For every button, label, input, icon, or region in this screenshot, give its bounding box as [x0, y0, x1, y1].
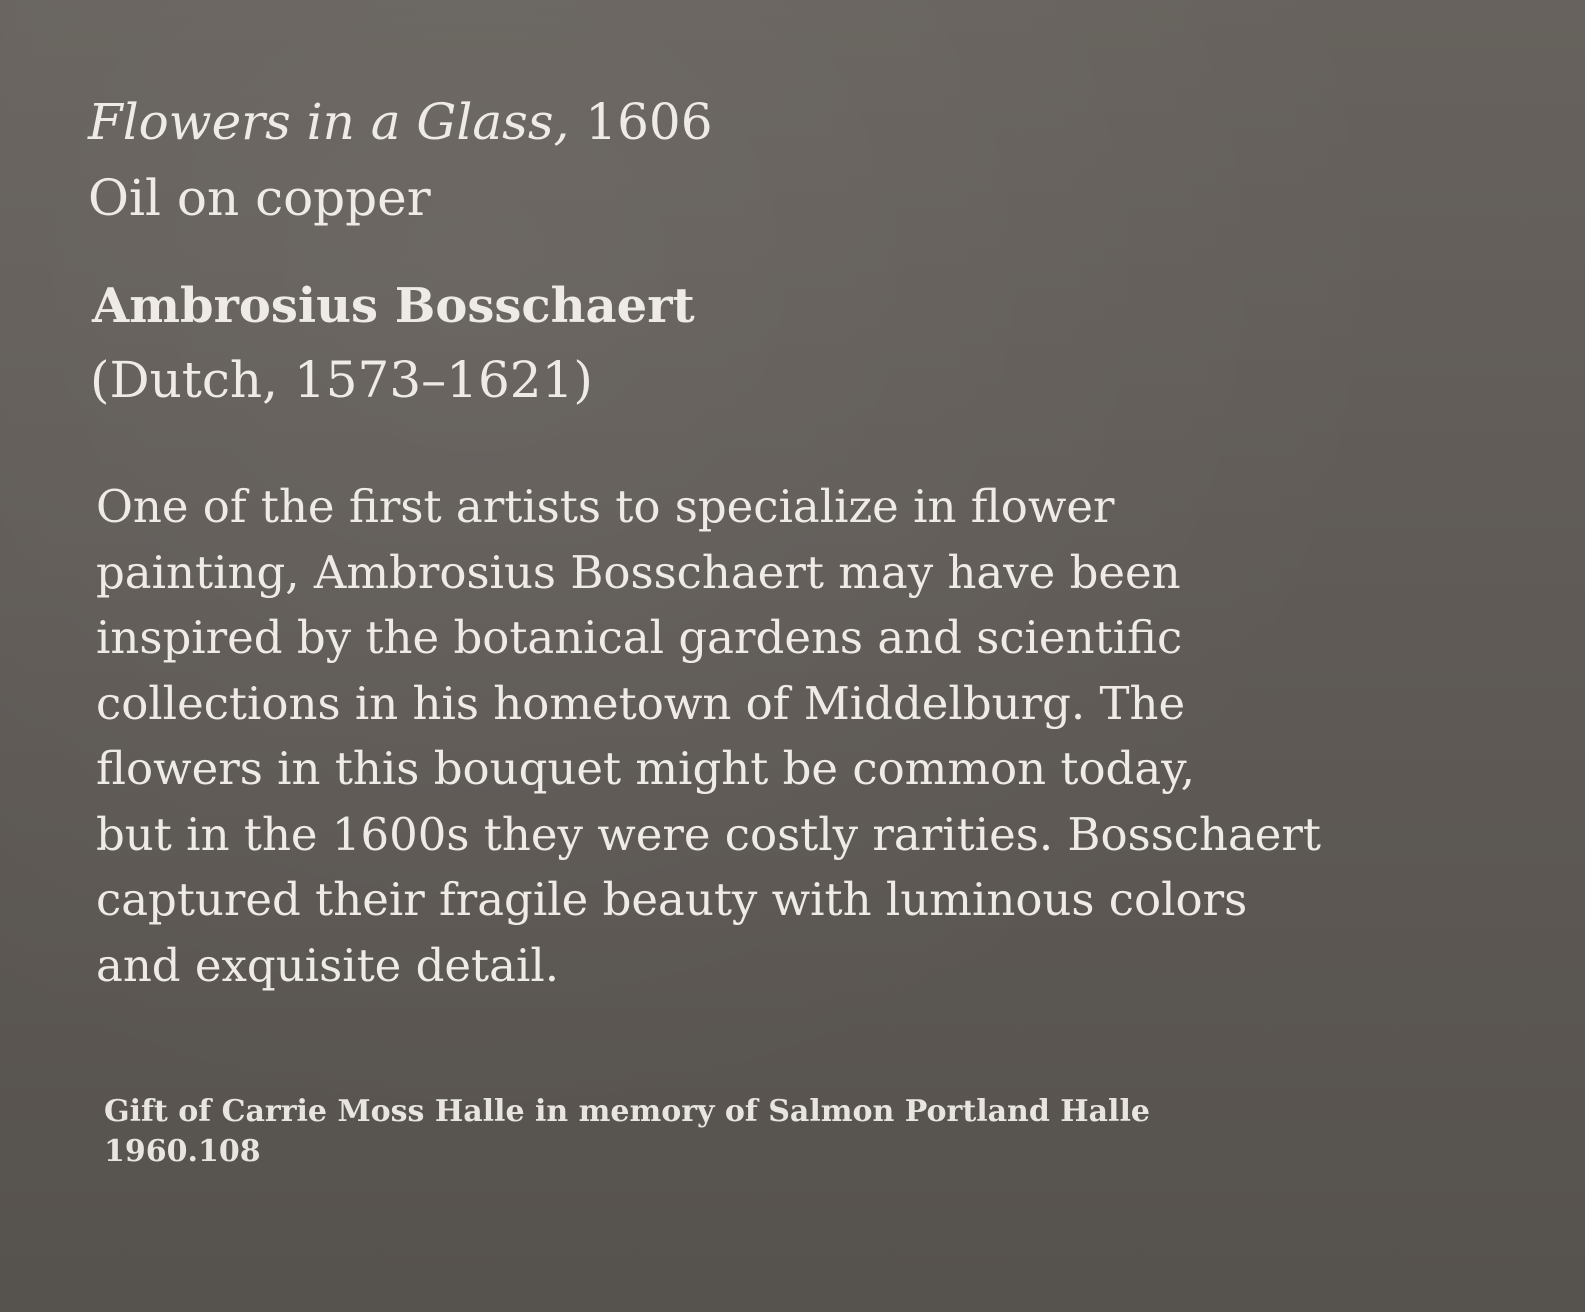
description-line: One of the first artists to specialize in flower — [96, 480, 1115, 533]
description-line: collections in his hometown of Middelburg. The — [96, 676, 1186, 730]
credit-block — [104, 1092, 1150, 1172]
description-line: but in the 1600s they were costly rarities. Bosschaert — [96, 807, 1322, 861]
description-line: captured their fragile beauty with luminous colors — [96, 873, 1248, 926]
credit-line: Gift of Carrie Moss Halle in memory of Salmon Portland Halle — [104, 1094, 1150, 1129]
artwork-medium: Oil on copper — [88, 169, 431, 227]
artwork-title-line — [88, 92, 713, 152]
artist-nationality-dates: (Dutch, 1573–1621) — [90, 351, 593, 409]
artwork-description — [96, 474, 1321, 998]
accession-number: 1960.108 — [104, 1134, 261, 1169]
description-line: and exquisite detail. — [96, 938, 560, 992]
description-line: flowers in this bouquet might be common today, — [96, 742, 1195, 795]
artwork-title: Flowers in a Glass, — [88, 93, 570, 151]
artist-name: Ambrosius Bosschaert — [92, 278, 695, 334]
description-line: painting, Ambrosius Bosschaert may have been — [96, 545, 1181, 599]
description-line: inspired by the botanical gardens and scientific — [96, 611, 1183, 664]
artwork-year: 1606 — [585, 93, 713, 151]
